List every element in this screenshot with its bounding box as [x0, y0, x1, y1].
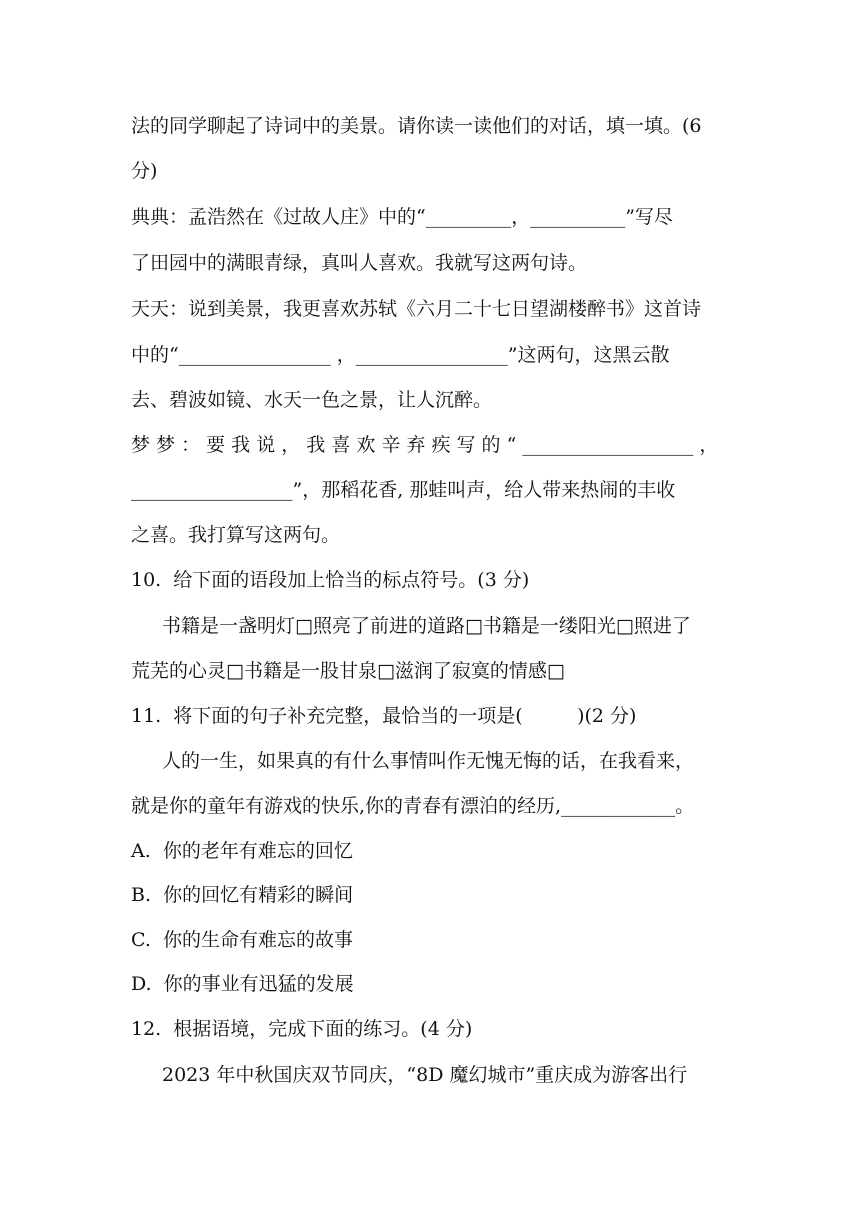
question-12-title: 12. 根据语境，完成下面的练习。(4 分) — [131, 1018, 473, 1040]
dialogue-tiantian-line-1: 天天：说到美景，我更喜欢苏轼《六月二十七日望湖楼醉书》这首诗 — [131, 298, 702, 320]
question-11-line-2: 就是你的童年有游戏的快乐,你的青春有漂泊的经历,____________。 — [131, 795, 695, 817]
question-12-line-1: 2023 年中秋国庆双节同庆，“8D 魔幻城市”重庆成为游客出行 — [162, 1064, 688, 1086]
dialogue-mengmeng-line-1: 梦 梦 ： 要 我 说 ， 我 喜 欢 辛 弃 疾 写 的 “ __________________ ， — [131, 434, 719, 456]
dialogue-tiantian-line-3: 去、碧波如镜、水天一色之景，让人沉醉。 — [131, 389, 493, 411]
dialogue-tiantian-line-2: 中的“________________ ，________________”这两句，这黑云散 — [131, 344, 670, 366]
option-c: C. 你的生命有难忘的故事 — [131, 929, 353, 951]
dialogue-diandian-line-1: 典典：孟浩然在《过故人庄》中的“_________，__________”写尽 — [131, 206, 673, 228]
intro-line-1: 法的同学聊起了诗词中的美景。请你读一读他们的对话，填一填。(6 — [131, 115, 702, 137]
intro-line-2: 分) — [131, 160, 158, 182]
question-10-line-1: 书籍是一盏明灯□照亮了前进的道路□书籍是一缕阳光□照进了 — [162, 615, 691, 637]
option-b: B. 你的回忆有精彩的瞬间 — [131, 884, 354, 906]
question-10-line-2: 荒芜的心灵□书籍是一股甘泉□滋润了寂寞的情感□ — [131, 660, 565, 682]
dialogue-diandian-line-2: 了田园中的满眼青绿，真叫人喜欢。我就写这两句诗。 — [131, 252, 588, 274]
option-d: D. 你的事业有迅猛的发展 — [131, 973, 354, 995]
question-11-title: 11. 将下面的句子补充完整，最恰当的一项是( )(2 分) — [131, 705, 637, 727]
option-a: A. 你的老年有难忘的回忆 — [131, 840, 353, 862]
dialogue-mengmeng-line-2: _________________”，那稻花香, 那蛙叫声，给人带来热闹的丰收 — [131, 479, 676, 501]
dialogue-mengmeng-line-3: 之喜。我打算写这两句。 — [131, 524, 341, 546]
question-11-line-1: 人的一生，如果真的有什么事情叫作无愧无悔的话，在我看来， — [162, 750, 695, 772]
question-10-title: 10. 给下面的语段加上恰当的标点符号。(3 分) — [131, 569, 530, 591]
